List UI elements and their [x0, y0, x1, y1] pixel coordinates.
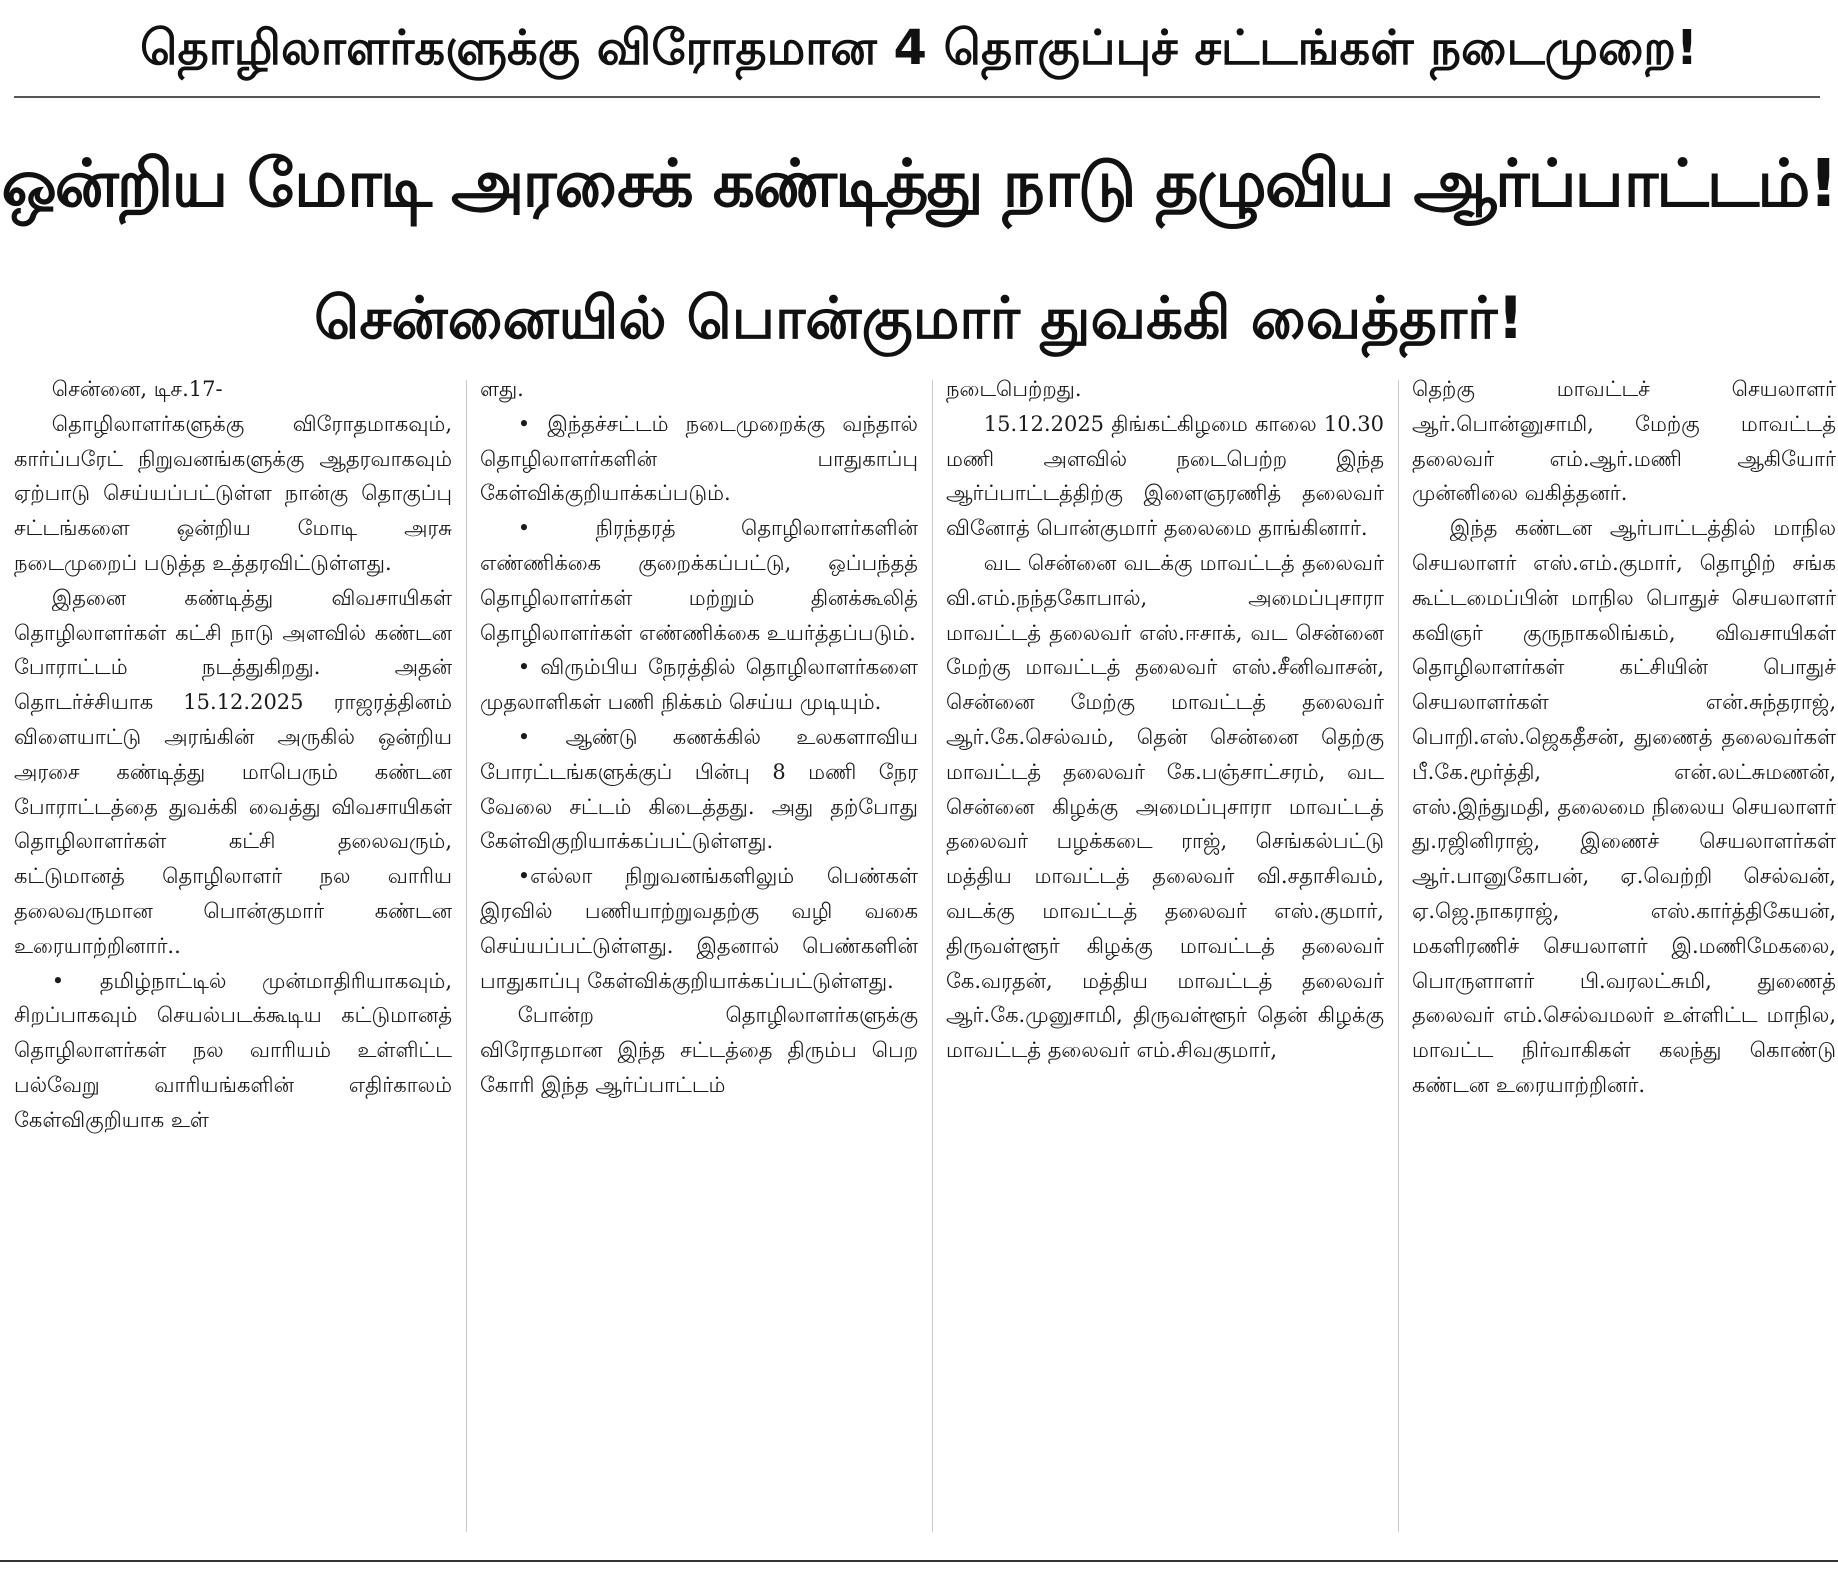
article-paragraph: வட சென்னை வடக்கு மாவட்டத் தலைவர் வி.எம்.நந்தகோபால், அமைப்புசாரா மாவட்டத் தலைவர் எஸ்.ஈசாக், வட சென்னை மேற்கு மாவட்டத் தலைவர் எஸ்.சீனிவாசன், சென்னை மேற்கு மாவட்டத் தலைவர் ஆர்.கே.செல்வம், தென் சென்னை தெற்கு மாவட்டத் தலைவர் கே.பஞ்சாட்சரம், வட சென்னை கிழக்கு அமைப்புசாரா மாவட்டத் தலைவர் பழக்கடை ராஜ், செங்கல்பட்டு மத்திய மாவட்டத் தலைவர் வி.சதாசிவம், வடக்கு மாவட்டத் தலைவர் எஸ்.குமார், திருவள்ளூர் கிழக்கு மாவட்டத் தலைவர் கே.வரதன், மத்திய மாவட்டத் தலைவர் ஆர்.கே.முனுசாமி, திருவள்ளூர் தென் கிழக்கு மாவட்டத் தலைவர் எம்.சிவகுமார்,	[946, 550, 1384, 1063]
article-bullet: • தமிழ்நாட்டில் முன்மாதிரியாகவும், சிறப்பாகவும் செயல்படக்கூடிய கட்டுமானத் தொழிலாளர்கள் நல வாரியம் உள்ளிட்ட பல்வேறு வாரியங்களின் எதிர்காலம் கேள்விகுறியாக உள்	[14, 968, 452, 1132]
article-paragraph: 15.12.2025 திங்கட்கிழமை காலை 10.30 மணி அளவில் நடைபெற்ற இந்த ஆர்ப்பாட்டத்திற்கு இளைஞரணித் தலைவர் வினோத் பொன்குமார் தலைமை தாங்கினார்.	[946, 411, 1384, 541]
article-bullet: • விரும்பிய நேரத்தில் தொழிலாளர்களை முதலாளிகள் பணி நிக்கம் செய்ய முடியும்.	[480, 655, 918, 715]
dateline: சென்னை, டிச.17-	[51, 377, 223, 401]
article-bullet: • நிரந்தரத் தொழிலாளர்களின் எண்ணிக்கை குறைக்கப்பட்டு, ஒப்பந்தத் தொழிலாளர்கள் மற்றும் தினக்கூலித் தொழிலாளர்கள் எண்ணிக்கை உயர்த்தப்படும்.	[480, 516, 918, 645]
article-bullet: •எல்லா நிறுவனங்களிலும் பெண்கள் இரவில் பணியாற்றுவதற்கு வழி வகை செய்யப்பட்டுள்ளது. இதனால் பெண்களின் பாதுகாப்பு கேள்விக்குறியாக்கப்பட்டுள்ளது.	[480, 864, 918, 993]
article-paragraph: நடைபெற்றது.	[946, 377, 1082, 401]
sub-headline: சென்னையில் பொன்குமார் துவக்கி வைத்தார்!	[314, 284, 1524, 352]
main-headline: ஒன்றிய மோடி அரசைக் கண்டித்து நாடு தழுவிய ஆர்ப்பாட்டம்!	[1, 145, 1837, 222]
column-divider	[466, 380, 467, 1532]
kicker-divider	[14, 96, 1820, 98]
article-paragraph: இதனை கண்டித்து விவசாயிகள் தொழிலாளர்கள் கட்சி நாடு அளவில் கண்டன போராட்டம் நடத்துகிறது. அதன் தொடர்ச்சியாக 15.12.2025 ராஜரத்தினம் விளையாட்டு அரங்கின் அருகில் ஒன்றிய அரசை கண்டித்து மாபெரும் கண்டன போராட்டத்தை துவக்கி வைத்து விவசாயிகள் தொழிலாளர்கள் கட்சி தலைவரும், கட்டுமானத் தொழிலாளர் நல வாரிய தலைவருமான பொன்குமார் கண்டன உரையாற்றினார்..	[14, 585, 452, 958]
article-paragraph: போன்ற தொழிலாளர்களுக்கு விரோதமான இந்த சட்டத்தை திரும்ப பெற கோரி இந்த ஆர்ப்பாட்டம்	[480, 1003, 918, 1097]
article-column-2	[480, 372, 918, 1103]
article-paragraph: தொழிலாளர்களுக்கு விரோதமாகவும், கார்ப்பரேட் நிறுவனங்களுக்கு ஆதரவாகவும் ஏற்பாடு செய்யப்பட்டுள்ள நான்கு தொகுப்பு சட்டங்களை ஒன்றிய மோடி அரசு நடைமுறைப் படுத்த உத்தரவிட்டுள்ளது.	[14, 411, 452, 575]
article-column-1	[14, 372, 452, 1138]
article-paragraph: இந்த கண்டன ஆர்பாட்டத்தில் மாநில செயலாளர் எஸ்.எம்.குமார், தொழிற் சங்க கூட்டமைப்பின் மாநில பொதுச் செயலாளர் கவிஞர் குருநாகலிங்கம், விவசாயிகள் தொழிலாளர்கள் கட்சியின் பொதுச் செயலாளர்கள் என்.சுந்தராஜ், பொறி.எஸ்.ஜெகதீசன், துணைத் தலைவர்கள் பீ.கே.மூர்த்தி, என்.லட்சுமணன், எஸ்.இந்துமதி, தலைமை நிலைய செயலாளர் து.ரஜினிராஜ், இணைச் செயலாளர்கள் ஆர்.பானுகோபன், ஏ.வெற்றி செல்வன், ஏ.ஜெ.நாகராஜ், எஸ்.கார்த்திகேயன், மகளிரணிச் செயலாளர் இ.மணிமேகலை, பொருளாளர் பி.வரலட்சுமி, துணைத் தலைவர் எம்.செல்வமலர் உள்ளிட்ட மாநில, மாவட்ட நிர்வாகிகள் கலந்து கொண்டு கண்டன உரையாற்றினர்.	[1412, 516, 1836, 1097]
article-paragraph: தெற்கு மாவட்டச் செயலாளர் ஆர்.பொன்னுசாமி, மேற்கு மாவட்டத் தலைவர் எம்.ஆர்.மணி ஆகியோர் முன்னிலை வகித்தனர்.	[1412, 377, 1836, 506]
kicker-headline: தொழிலாளர்களுக்கு விரோதமான 4 தொகுப்புச் சட்டங்கள் நடைமுறை!	[140, 20, 1698, 76]
bottom-divider	[0, 1560, 1838, 1562]
article-column-4	[1412, 372, 1836, 1103]
article-paragraph: ளது.	[480, 377, 524, 401]
column-divider	[1398, 380, 1399, 1532]
article-bullet: • ஆண்டு கணக்கில் உலகளாவிய போரட்டங்களுக்குப் பின்பு 8 மணி நேர வேலை சட்டம் கிடைத்தது. அது தற்போது கேள்விகுறியாக்கப்பட்டுள்ளது.	[480, 724, 918, 854]
article-column-3	[946, 372, 1384, 1068]
column-divider	[932, 380, 933, 1532]
article-bullet: • இந்தச்சட்டம் நடைமுறைக்கு வந்தால் தொழிலாளர்களின் பாதுகாப்பு கேள்விக்குறியாக்கப்படும்.	[480, 411, 918, 506]
